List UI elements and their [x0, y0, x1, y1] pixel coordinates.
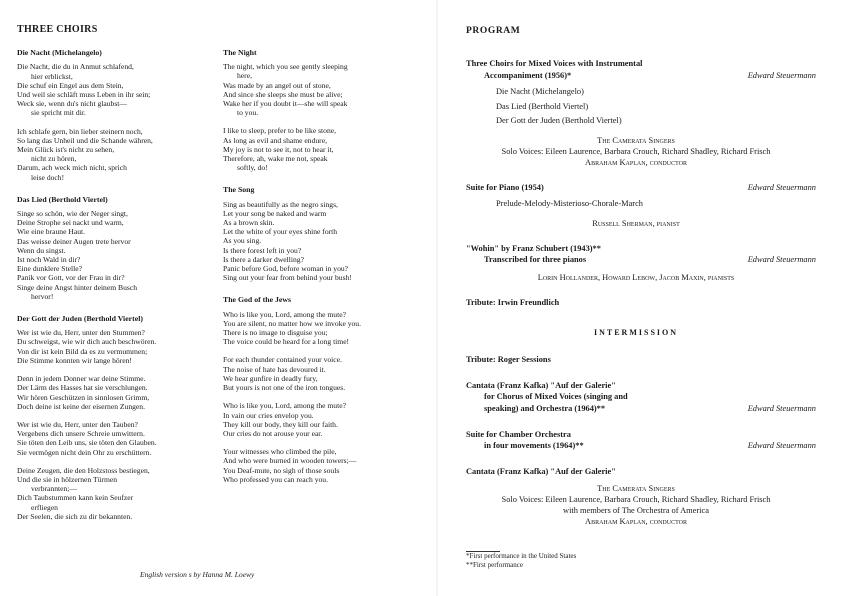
program-item-title-line: Cantata (Franz Kafka) "Auf der Galerie" [466, 466, 616, 476]
stanza [17, 209, 217, 301]
poem-line: Let your song be naked and warm [223, 208, 327, 218]
poem-line: Und weil sie schläft muss Leben in ihr sein; [17, 90, 151, 100]
program-item-title-line: Transcribed for three pianos [484, 255, 587, 265]
program-item [466, 466, 806, 528]
poem-line: Wake her if you doubt it—she will speak [223, 99, 348, 109]
poem-line: Is there forest left in you? [223, 245, 302, 255]
poem-line: Darum, ach weck mich nicht, sprich [17, 163, 127, 173]
poem-line: Denn in jedem Donner war deine Stimme. [17, 374, 146, 384]
composer-name: Edward Steuermann [747, 441, 816, 451]
poem-line: Who is like you, Lord, among the mute? [223, 401, 346, 411]
program-heading: PROGRAM [466, 26, 521, 36]
program-item-title-line: Tribute: Roger Sessions [466, 355, 551, 365]
stanza [223, 447, 423, 484]
program-item [466, 182, 816, 229]
poem-line: verbrannten;— [31, 484, 77, 494]
poem-line: softly, do! [237, 163, 268, 173]
stanza [223, 310, 423, 347]
poem-line: I like to sleep, prefer to be like stone, [223, 126, 337, 136]
stanza [223, 401, 423, 438]
poem-line: In vain our cries envelop you. [223, 410, 314, 420]
program-item-title-line: Three Choirs for Mixed Voices with Instrumental [466, 59, 643, 68]
program-item [466, 58, 816, 168]
program-items-first-half [466, 58, 816, 309]
poem-line: Die Nacht, die du in Anmut schlafend, [17, 62, 134, 72]
poem-line: Sing as beautifully as the negro sings, [223, 199, 338, 209]
program-item-title-line: speaking) and Orchestra (1964)** [484, 403, 606, 413]
performer-line: Abraham Kaplan, conductor [585, 157, 687, 167]
poem-line: And who were burned in wooden towers;— [223, 456, 357, 466]
movement: Das Lied (Berthold Viertel) [496, 101, 589, 111]
poem-line: Your witnesses who climbed the pile, [223, 447, 337, 457]
poem-line: hervor! [31, 291, 54, 301]
poem-line: The noise of hate has devoured it. [223, 364, 326, 374]
poem-line: Panic before God, before woman in you? [223, 264, 349, 274]
poem-line: The night, which you see gently sleeping [223, 62, 348, 72]
poem-line: The voice could be heard for a long time! [223, 337, 350, 347]
performers [466, 135, 806, 168]
performer-line: with members of The Orchestra of America [563, 506, 709, 516]
poem-line: Von dir ist kein Bild da es zu vermummen; [17, 346, 148, 356]
poem-line: Panik vor Gott, vor der Frau in dir? [17, 273, 125, 283]
poem-line: sie spricht mit dir. [31, 108, 86, 118]
poem-line: Who is like you, Lord, among the mute? [223, 309, 346, 319]
three-choirs-heading: THREE CHOIRS [17, 24, 98, 35]
poem-line: Was made by an angel out of stone, [223, 80, 331, 90]
poem-line: Mein Glück ist's nicht zu sehen, [17, 145, 115, 155]
poem [17, 48, 217, 182]
poem-line: Singe deine Angst hinter deinem Busch [17, 282, 138, 292]
poem-line: Die schuf ein Engel aus dem Stein, [17, 80, 124, 90]
program-item-title-line: Cantata (Franz Kafka) "Auf der Galerie" [466, 380, 616, 390]
poem-line: As you sing. [223, 236, 262, 246]
poem-line: Ich schlafe gern, bin lieber steinern noch, [17, 126, 143, 136]
poem-line: And since she sleeps she must be alive; [223, 89, 343, 99]
poem-line: Das weisse deiner Augen trete hervor [17, 236, 131, 246]
poem-line: Wer ist wie du, Herr, unter den Tauben? [17, 419, 138, 429]
poem-line: Der Seelen, die sich zu dir bekannten. [17, 511, 133, 521]
german-poems [17, 48, 217, 521]
program-item-title [466, 354, 806, 366]
stanza [223, 62, 423, 117]
poem-line: Eine dunklere Stelle? [17, 264, 82, 274]
poem-line: As a brown skin. [223, 218, 275, 228]
program-item-title-line: "Wohin" by Franz Schubert (1943)** [466, 243, 601, 253]
german-texts-column [17, 25, 217, 534]
poem-line: nicht zu hören, [31, 154, 77, 164]
translation-credit: English version s by Hanna M. Loewy [140, 570, 255, 579]
stanza [17, 466, 217, 521]
composer-name: Edward Steuermann [747, 255, 816, 265]
poem-line: Deine Strophe sei nackt und warm, [17, 218, 124, 228]
composer-name: Edward Steuermann [747, 403, 816, 413]
performers [466, 272, 806, 283]
poem-line: So lang das Unheil und die Schande währen, [17, 135, 153, 145]
performer-line: Abraham Kaplan, conductor [585, 517, 687, 527]
program-item-title-line: Tribute: Irwin Freundlich [466, 297, 560, 307]
program-item-title-line: in four movements (1964)** [484, 441, 584, 451]
stanza [223, 200, 423, 283]
poem-line: erfliegen [31, 502, 58, 512]
program-item [466, 380, 816, 415]
poem-line: There is no image to disguise you; [223, 328, 328, 338]
poem-line: Our cries do not arouse your ear. [223, 428, 323, 438]
program-item-title-line: for Chorus of Mixed Voices (singing and [484, 392, 628, 402]
poem-title: Die Nacht (Michelangelo) [17, 48, 102, 58]
poem-line: Die Stimme konnten wir lange hören! [17, 355, 132, 365]
footnote: *First performance in the United States [466, 552, 577, 560]
poem-line: Wenn du singst. [17, 245, 66, 255]
english-poems [223, 48, 423, 484]
poem-line: Therefore, ah, wake me not, speak [223, 154, 328, 164]
program-item-title-line: Accompaniment (1956)* [484, 70, 572, 80]
poem-line: Vergebens dich unsere Schreie umwittern. [17, 429, 145, 439]
poem-line: Der Lärm des Hasses hat sie verschlungen. [17, 383, 148, 393]
program-item [466, 429, 816, 452]
poem-line: My joy is not to see it, not to hear it, [223, 144, 334, 154]
poem-line: Wer ist wie du, Herr, unter den Stummen? [17, 328, 145, 338]
poem-line: Sing out your fear from behind your bush! [223, 273, 352, 283]
poem-line: Deine Zeugen, die den Holzstoss bestiegen, [17, 465, 150, 475]
program-item-title [466, 297, 806, 309]
intermission-label: INTERMISSION [593, 327, 678, 337]
movement-list [466, 85, 806, 129]
poem-line: Let the white of your eyes shine forth [223, 227, 338, 237]
poem-line: Weck sie, wenn du's nicht glaubst— [17, 99, 128, 109]
poem-line: Doch deine ist keine der eisernen Zungen. [17, 401, 145, 411]
stanza [223, 126, 423, 172]
poem-line: Is there a darker dwelling? [223, 254, 304, 264]
poem-line: Wie eine braune Haut. [17, 227, 86, 237]
program-item [466, 243, 816, 283]
poem-title: The Night [223, 48, 257, 57]
program-item-title-line: Suite for Piano (1954) [466, 182, 544, 192]
poem-line: leise doch! [31, 172, 65, 182]
poem-line: hier erblickst, [31, 71, 73, 81]
poem-line: Sie töten den Leib uns, sie töten den Glauben. [17, 438, 157, 448]
poem-line: We hear gunfire in deadly fury, [223, 373, 318, 383]
poem [17, 314, 217, 521]
movement: Der Gott der Juden (Berthold Viertel) [496, 116, 622, 126]
poem-line: Du schweigst, wie wir dich auch beschwören. [17, 337, 157, 347]
poem-title: The Song [223, 185, 255, 195]
performer-line: Solo Voices: Eileen Laurence, Barbara Crouch, Richard Shadley, Richard Frisch [501, 146, 771, 156]
poem-line: They kill our body, they kill our faith. [223, 419, 338, 429]
poem [223, 295, 423, 483]
stanza [17, 127, 217, 182]
poem-line: here, [237, 71, 252, 81]
program-items-second-half [466, 354, 816, 527]
english-texts-column [223, 48, 423, 497]
performer-line: Russell Sherman, pianist [592, 218, 680, 228]
program-list [466, 58, 816, 541]
composer-name: Edward Steuermann [747, 182, 816, 192]
poem [223, 185, 423, 282]
program-item-title [466, 466, 806, 478]
movement: Prelude-Melody-Misterioso-Chorale-March [496, 199, 643, 209]
movement: Die Nacht (Michelangelo) [496, 87, 584, 97]
program-item [466, 354, 806, 366]
performer-line: Lorin Hollander, Howard Lebow, Jacob Maxin, pianists [537, 272, 735, 282]
performer-line: The Camerata Singers [597, 484, 675, 494]
stanza [17, 328, 217, 365]
performer-line: Solo Voices: Eileen Laurence, Barbara Crouch, Richard Shadley, Richard Frisch [501, 495, 771, 505]
poem-line: You are silent, no matter how we invoke you. [223, 318, 362, 328]
poem-line: to you. [237, 108, 259, 118]
page-gutter [436, 0, 438, 596]
stanza [223, 355, 423, 392]
poem [223, 48, 423, 172]
poem-line: Und die sie in hölzernen Türmen [17, 474, 118, 484]
poem-line: But yours is not one of the iron tongues. [223, 383, 346, 393]
poem-line: Who professed you can reach you. [223, 474, 329, 484]
poem-line: As long as evil and shame endure, [223, 135, 327, 145]
poem-line: Dich Taubstummen kann kein Seufzer [17, 493, 134, 503]
poem-line: Singe so schön, wie der Neger singt, [17, 209, 128, 219]
poem-line: For each thunder contained your voice. [223, 355, 342, 365]
composer-name: Edward Steuermann [747, 70, 816, 80]
poem-line: Wir hören Geschützen in sinnlosen Grimm, [17, 392, 150, 402]
stanza [17, 62, 217, 117]
program-item [466, 297, 806, 309]
poem [17, 195, 217, 301]
performers [466, 483, 806, 527]
footnotes [466, 552, 576, 569]
movement-list [466, 197, 806, 212]
poem-line: Sie vermögen nicht dein Ohr zu erschüttern. [17, 447, 152, 457]
stanza [17, 374, 217, 411]
footnote: **First performance [466, 560, 523, 569]
performers [466, 218, 806, 229]
program-item-title-line: Suite for Chamber Orchestra [466, 429, 571, 439]
stanza [17, 420, 217, 457]
poem-title: The God of the Jews [223, 295, 292, 305]
poem-title: Der Gott der Juden (Berthold Viertel) [17, 314, 143, 324]
performer-line: The Camerata Singers [597, 135, 675, 145]
poem-title: Das Lied (Berthold Viertel) [17, 194, 108, 204]
poem-line: You Deaf-mute, no sigh of those souls [223, 465, 340, 475]
poem-line: Ist noch Wald in dir? [17, 255, 81, 265]
